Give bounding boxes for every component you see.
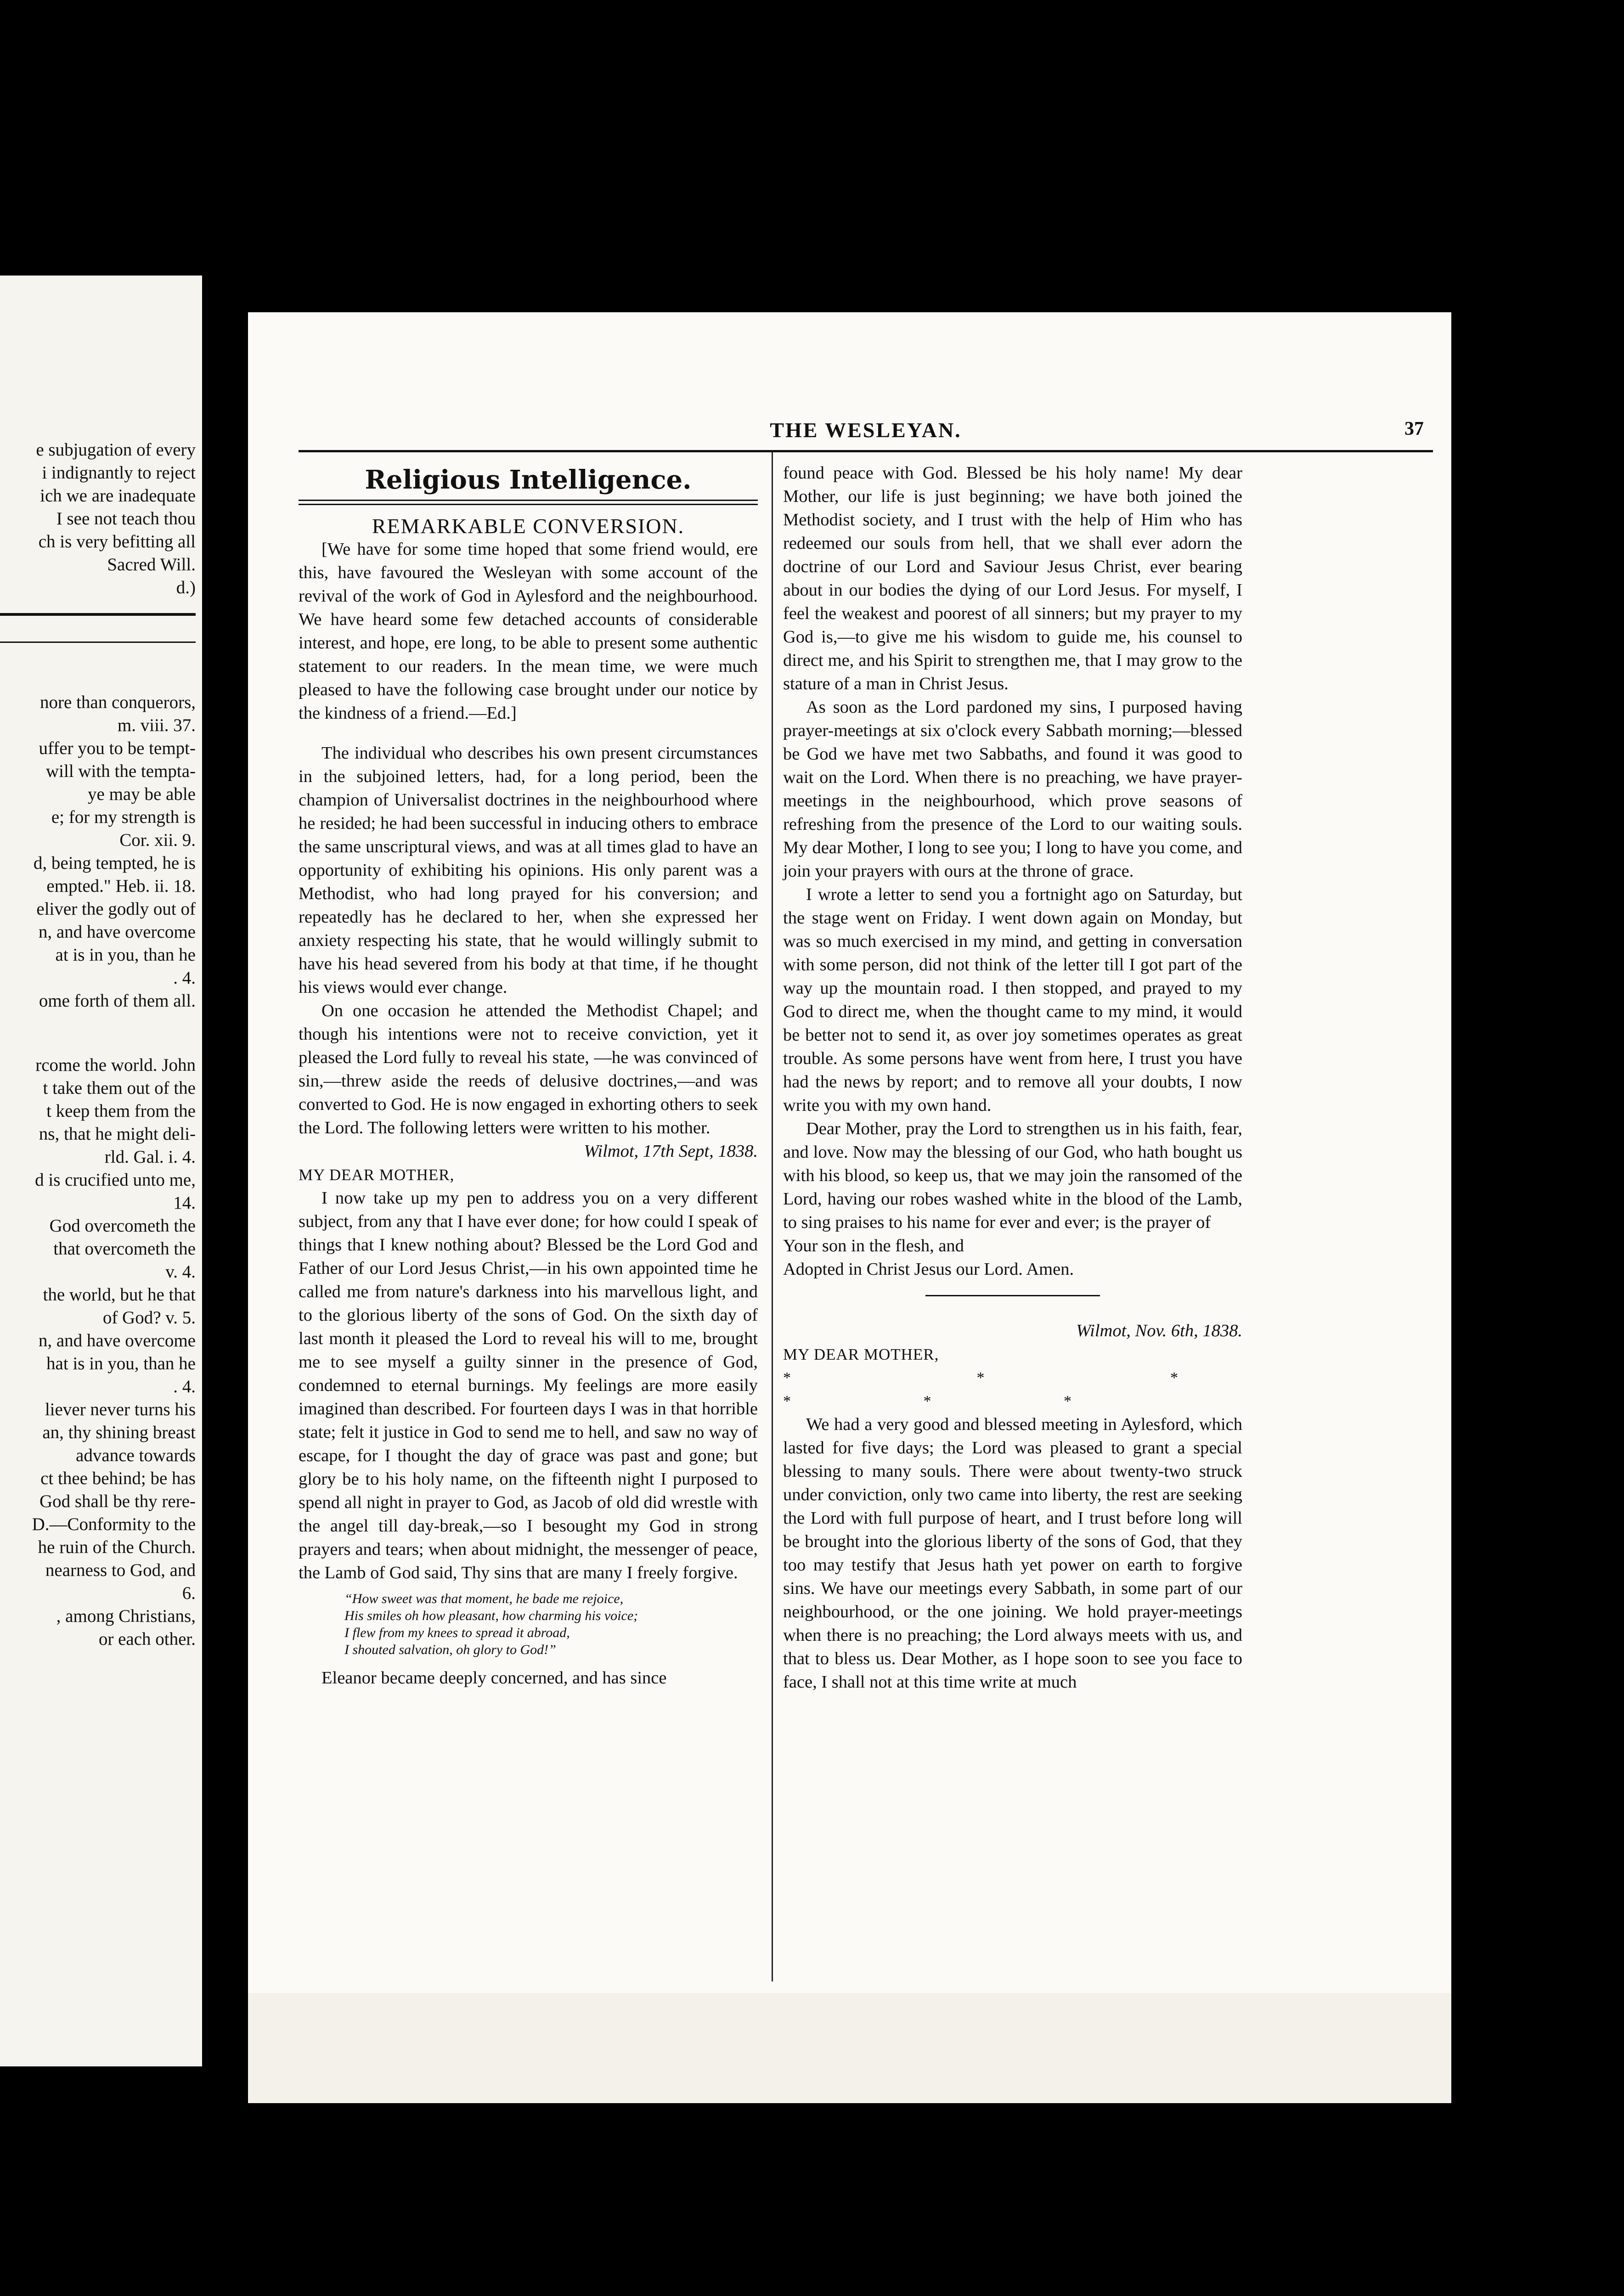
- letter1-paragraph-5: Dear Mother, pray the Lord to strengthen us in his faith, fear, and love. Now may the blessing of our God, who hath bought us with his blood, so keep us, that we may join the ransomed of the Lord, having our robes washed white in the blood of the Lamb, to sing praises to his name for ever and ever; is the prayer of: [783, 1119, 1242, 1232]
- letter1-dateline: Wilmot, 17th Sept, 1838.: [584, 1142, 758, 1161]
- previous-page-line: ich we are inadequate: [40, 486, 196, 506]
- previous-page-line: at is in you, than he: [55, 945, 196, 965]
- editor-note: [We have for some time hoped that some friend would, ere this, have favoured the Wesleyan with some account of the revival of the work of God in Aylesford and the neighbourhood. We have heard some few detached accounts of considerable interest, and hope, ere long, to be able to present some authentic statement to our readers. In the mean time, we were much pleased to have the following case brought under our notice by the kindness of a friend.—Ed.]: [299, 540, 758, 723]
- letter2-paragraph-1: We had a very good and blessed meeting in Aylesford, which lasted for five days; the Lord was pleased to grant a special blessing to many souls. There were about twenty-two struck under conviction, only two came into liberty, the rest are seeking the Lord with full purpose of heart, and I trust before long will be brought into the glorious liberty of the sons of God, that they too may testify that Jesus hath yet power on earth to forgive sins. We have our meetings every Sabbath, in some part of our neighbourhood, or the one joining. We hold prayer-meetings when there is no preaching; the Lord always meets with us, and that to bless us. Dear Mother, as I hope soon to see you face to face, I shall not at this time write at much: [783, 1415, 1242, 1692]
- previous-page-line: eliver the godly out of: [36, 899, 196, 919]
- previous-page-line: d.): [176, 578, 196, 597]
- previous-page-line: ns, that he might deli-: [39, 1124, 196, 1144]
- previous-page-line: Sacred Will.: [107, 555, 196, 574]
- section-rule: [299, 500, 758, 505]
- page-margin-bottom: [248, 1993, 1451, 2103]
- previous-page-line: D.—Conformity to the: [32, 1514, 196, 1534]
- previous-page-line: nore than conquerors,: [40, 692, 196, 712]
- article-title: REMARKABLE CONVERSION.: [372, 514, 685, 538]
- letter2-dateline: Wilmot, Nov. 6th, 1838.: [1076, 1321, 1242, 1340]
- signoff-line-1: Your son in the flesh, and: [783, 1236, 964, 1255]
- previous-page-line: 14.: [173, 1193, 196, 1213]
- previous-page-line: God shall be thy rere-: [39, 1491, 196, 1511]
- previous-page-line: d is crucified unto me,: [35, 1170, 196, 1190]
- signoff-line-2: Adopted in Christ Jesus our Lord. Amen.: [783, 1260, 1074, 1279]
- previous-page-lines-mid: [0, 691, 196, 1013]
- hymn-verse: [344, 1590, 758, 1658]
- newspaper-page: [248, 312, 1451, 2103]
- previous-page-line: God overcometh the: [49, 1216, 196, 1236]
- previous-page-line: advance towards: [76, 1446, 196, 1465]
- previous-page-line: he ruin of the Church.: [38, 1537, 196, 1557]
- verse-line: I shouted salvation, oh glory to God!”: [344, 1642, 556, 1657]
- previous-page-line: or each other.: [98, 1629, 196, 1649]
- previous-page-line: ch is very befitting all: [38, 532, 196, 551]
- previous-page-line: e; for my strength is: [51, 807, 196, 827]
- section-title: Religious Intelligence.: [365, 465, 692, 495]
- verse-line: His smiles oh how pleasant, how charming his voice;: [344, 1608, 638, 1623]
- previous-page-line: nearness to God, and: [45, 1560, 196, 1580]
- letter1-salutation: MY DEAR MOTHER,: [299, 1166, 455, 1184]
- column-left: [299, 464, 758, 1690]
- previous-page-line: 6.: [182, 1583, 196, 1603]
- previous-page-line: ye may be able: [88, 784, 196, 804]
- cabinet-heading: [0, 618, 196, 641]
- previous-page-line: empted." Heb. ii. 18.: [46, 876, 196, 896]
- previous-page-line: v. 4.: [165, 1262, 196, 1282]
- previous-page-line: ome forth of them all.: [39, 991, 196, 1011]
- previous-page-lines-top: [0, 439, 196, 599]
- column-right: [783, 461, 1242, 1694]
- letter2-salutation: MY DEAR MOTHER,: [783, 1345, 939, 1363]
- letter1-paragraph-3: As soon as the Lord pardoned my sins, I purposed having prayer-meetings at six o'clock every Sabbath morning;—blessed be God we have met two Sabbaths, and found it was good to wait on the Lord. When there is no preaching, we have prayer-meetings in the neighbourhood, which prove seasons of refreshing from the presence of the Lord to our waiting souls. My dear Mother, I long to see you; I long to have you come, and join your prayers with ours at the throne of grace.: [783, 698, 1242, 881]
- previous-page-line: e subjugation of every: [36, 440, 196, 460]
- previous-page-line: an, thy shining breast: [42, 1423, 196, 1442]
- previous-page-line: will with the tempta-: [45, 761, 196, 781]
- newspaper-title: THE WESLEYAN.: [770, 418, 962, 442]
- world-label: [0, 1031, 196, 1054]
- previous-page-line: n, and have overcome: [38, 1331, 196, 1351]
- letter1-paragraph-2: Eleanor became deeply concerned, and has since: [321, 1668, 667, 1688]
- promises-subhead: [0, 645, 196, 668]
- previous-page-line: rld. Gal. i. 4.: [104, 1147, 196, 1167]
- column-divider: [772, 452, 773, 1981]
- previous-page-column: [0, 439, 196, 1651]
- running-header: [299, 418, 1433, 445]
- letter1-paragraph-1: I now take up my pen to address you on a very different subject, from any that I have ever done; for how could I speak of things that I knew nothing about? Blessed be the Lord God and Father of our Lord Jesus Christ,—in his own appointed time he called me from nature's darkness into his marvellous light, and to the glorious liberty of the sons of God. On the sixth day of last month it pleased the Lord to reveal his will to me, brought me to see myself a guilty sinner in the presence of God, condemned to eternal burnings. My feelings are more easily imagined than described. For fourteen days I was in that horrible state; felt it justice in God to send me to hell, and saw no way of escape, for I thought the day of grace was past and gone; but glory be to his holy name, on the fifteenth night I purposed to spend all night in prayer to God, as Jacob of old did wrestle with the angel till day-break,—so I besought my God in strong prayers and tears; when about midnight, the messenger of peace, the Lamb of God said, Thy sins that are many I freely forgive.: [299, 1188, 758, 1582]
- previous-page-line: ct thee behind; be has: [40, 1469, 196, 1488]
- letter-separator: [925, 1295, 1100, 1296]
- previous-page-line: n, and have overcome: [38, 922, 196, 942]
- temptation-label: [0, 668, 196, 691]
- previous-page-line: . 4.: [173, 1377, 196, 1396]
- previous-page-line: t take them out of the: [43, 1078, 196, 1098]
- verse-line: I flew from my knees to spread it abroad,: [344, 1625, 570, 1640]
- previous-page-line: the world, but he that: [43, 1285, 196, 1305]
- previous-page-line: liever never turns his: [45, 1400, 196, 1419]
- previous-page-lines-low: [0, 1054, 196, 1651]
- previous-page-line: hat is in you, than he: [46, 1354, 196, 1373]
- letter1-continuation: found peace with God. Blessed be his holy name! My dear Mother, our life is just beginning; we have both joined the Methodist society, and I trust with the help of Him who has redeemed our souls from hell, that we shall ever adorn the doctrine of our Lord and Saviour Jesus Christ, ever bearing about in our bodies the dying of our Lord Jesus. For myself, I feel the weakest and poorest of all sinners; but my prayer to my God is,—to give me his wisdom to guide me, his counsel to direct me, and his Spirit to strengthen me, that I may grow to the stature of a man in Christ Jesus.: [783, 463, 1242, 693]
- previous-page-line: rcome the world. John: [35, 1055, 196, 1075]
- previous-page-line: . 4.: [173, 968, 196, 988]
- previous-page-line: i indignantly to reject: [42, 463, 196, 483]
- previous-page-line: I see not teach thou: [56, 509, 196, 529]
- previous-page-line: m. viii. 37.: [117, 715, 196, 735]
- previous-page-line: of God? v. 5.: [102, 1308, 196, 1328]
- ellipsis-stars: * * * * * *: [783, 1369, 1242, 1410]
- verse-line: “How sweet was that moment, he bade me rejoice,: [344, 1591, 624, 1606]
- previous-page-line: d, being tempted, he is: [33, 853, 196, 873]
- previous-page-line: uffer you to be tempt-: [39, 738, 196, 758]
- previous-page-line: that overcometh the: [53, 1239, 196, 1259]
- previous-page-fragment: [0, 276, 202, 2066]
- previous-page-line: t keep them from the: [46, 1101, 196, 1121]
- intro-paragraph-2: On one occasion he attended the Methodist Chapel; and though his intentions were not to receive conviction, yet it pleased the Lord fully to reveal his state, —he was convinced of sin,—threw aside the reeds of delusive doctrines,—and was converted to God. He is now engaged in exhorting others to seek the Lord. The following letters were written to his mother.: [299, 1001, 758, 1137]
- intro-paragraph-1: The individual who describes his own present circumstances in the subjoined letters, had, for a long period, been the champion of Universalist doctrines in the neighbourhood where he resided; he had been successful in inducing others to embrace the same unscriptural views, and was at all times glad to have an opportunity of exhibiting his opinions. His only parent was a Methodist, who had long prayed for his conversion; and repeatedly has he declared to her, when she expressed her anxiety respecting his state, that he would willingly submit to have his head severed from his body at that time, if he thought his views would ever change.: [299, 743, 758, 997]
- previous-page-line: Cor. xii. 9.: [119, 830, 196, 850]
- letter1-paragraph-4: I wrote a letter to send you a fortnight ago on Saturday, but the stage went on Friday. I went down again on Monday, but was so much exercised in my mind, and getting in conversation with some person, did not think of the letter till I got part of the way up the mountain road. I then stopped, and prayed to my God to direct me, when the thought came to my mind, it would be better not to send it, as over joy sometimes operates as great trouble. As some persons have went from here, I trust you have had the news by report; and to remove all your doubts, I now write you with my own hand.: [783, 885, 1242, 1115]
- previous-page-line: , among Christians,: [56, 1606, 196, 1626]
- page-number: 37: [1404, 418, 1424, 439]
- header-rule: [299, 450, 1433, 452]
